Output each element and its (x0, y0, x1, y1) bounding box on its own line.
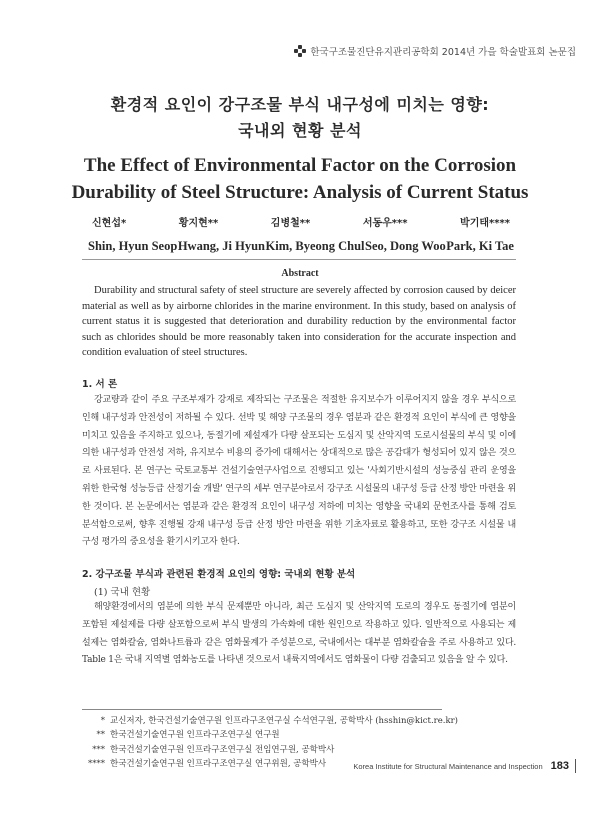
title-korean: 환경적 요인이 강구조물 부식 내구성에 미치는 영향: 국내외 현황 분석 (110, 95, 490, 140)
author-name-ko: 서동우*** (362, 218, 408, 229)
section-2-heading: 2. 강구조물 부식과 관련된 환경적 요인의 영향: 국내외 현황 분석 (82, 569, 356, 580)
title-english: The Effect of Environmental Factor on the Corrosion Durability of Steel Structure: Analysis of Current Status (71, 155, 529, 203)
section-1-text: 강교량과 같이 주요 구조부재가 강재로 제작되는 구조물은 적절한 유지보수가 이루어지지 않을 경우 부식으로 인해 내구성과 안전성이 저하될 수 있다. 선박 및 해양 구조물의 경우 염분과 같은 환경적 요인이 부식에 큰 영향을 미치고 있음을 주지하고 있으나, 동절기에 제설재가 다량 살포되는 도심지 및 산악지역 도로시설물의 부식 및 이에 의한 내구성과 안전성 저하, 유지보수 비용의 증가에 대해서는 상대적으로 많은 공감대가 형성되어 있지 않은 것으로 사료된다. 본 연구는 국토교통부 건설기술연구사업으로 진행되고 있는 '사회기반시설의 성능중심 관리 운영을 위한 한국형 성능등급 산정기술 개발' 연구의 세부 연구분야로서 강구조 시설물의 내구성 등급 산정 방안 마련을 위한 것이다. 본 논문에서는 염분과 같은 환경적 요인이 내구성 저하에 미치는 영향을 국내외 문헌조사를 통해 검토 분석함으로써, 향후 진행될 강재 내구성 등급 산정 방안 마련을 위한 기초자료로 활용하고, 또한 강구조 시설물 내구성 평가의 중요성을 환기시키고자 한다. (82, 395, 516, 548)
section-2-text: 해양환경에서의 염분에 의한 부식 문제뿐만 아니라, 최근 도심지 및 산악지역 도로의 경우도 동절기에 염분이 포함된 제설제를 다량 살포함으로써 부식 발생의 가속화에 대한 원인으로 작용하고 있다. 일반적으로 사용되는 제설제는 염화칼슘, 염화나트륨과 같은 염화물계가 주성분으로, 국내에서는 대부분 염화칼슘을 주로 사용하고 있다. Table 1은 국내 지역별 염화농도를 나타낸 것으로서 내륙지역에서도 염화물이 다량 검출되고 있음을 알 수 있다. (82, 602, 516, 666)
abstract-heading: Abstract (281, 268, 319, 279)
footer-divider (575, 759, 576, 773)
institute-name: Korea Institute for Structural Maintenance and Inspection (353, 761, 543, 771)
author-list (88, 214, 514, 254)
author-name-ko: 황지현** (178, 218, 219, 229)
footnote: *** 한국건설기술연구원 인프라구조연구실 전임연구원, 공학박사 (92, 744, 335, 755)
author-name-en: Seo, Dong Woo (365, 239, 446, 253)
author-name-ko: 박기태**** (460, 218, 510, 229)
author-name-en: Hwang, Ji Hyun (177, 239, 265, 253)
page-number: 183 (550, 760, 569, 772)
running-header (294, 44, 576, 58)
subsection-heading: (1) 국내 현황 (94, 587, 151, 598)
abstract-text: Durability and structural safety of steel structure are severely affected by corrosion caused by deicer material as well as by airborne chlorides in the marine environment. In this study, based on analysis of current status it is suggested that deterioration and durability reduction by the environmental factor such as chlorides should be more reasonably taken into consideration for the accurate inspection and condition evaluation of steel structures. (82, 285, 516, 359)
divider (82, 259, 516, 260)
author-name-en: Park, Ki Tae (446, 239, 514, 253)
journal-name: 한국구조물진단유지관리공학회 2014년 가을 학술발표회 논문집 (310, 47, 576, 58)
author-name-en: Shin, Hyun Seop (88, 239, 178, 253)
author-name-ko: 김병철** (270, 218, 311, 229)
footnote: ** 한국건설기술연구원 인프라구조연구실 연구원 (96, 730, 280, 741)
page-footer (353, 759, 576, 773)
author-name-en: Kim, Byeong Chul (265, 239, 365, 253)
journal-logo-icon (294, 45, 306, 57)
section-1-heading: 1. 서 론 (82, 379, 118, 390)
author-name-ko: 신현섭* (92, 218, 127, 229)
footnote-divider (82, 709, 442, 710)
footnote: * 교신저자, 한국건설기술연구원 인프라구조연구실 수석연구원, 공학박사 (hsshin@kict.re.kr) (100, 716, 459, 726)
footnote: **** 한국건설기술연구원 인프라구조연구실 연구위원, 공학박사 (88, 758, 327, 769)
